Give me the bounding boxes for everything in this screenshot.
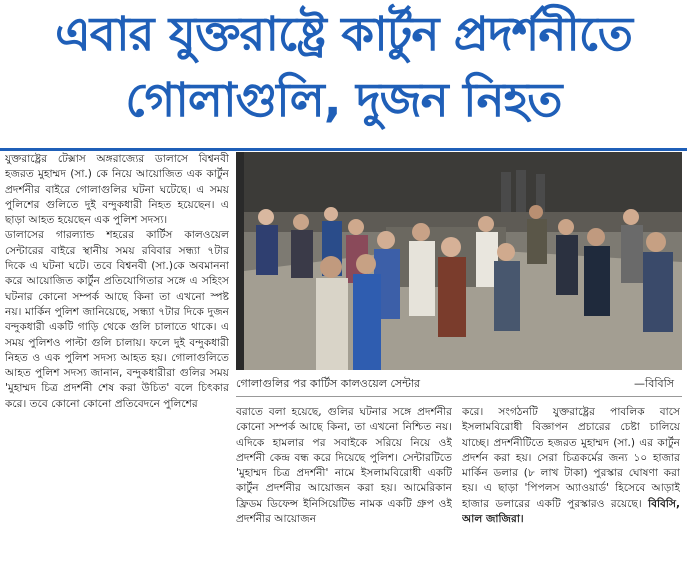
paragraph-3: বরাতে বলা হয়েছে, গুলির ঘটনার সঙ্গে প্রদর্শনীর কোনো সম্পর্ক আছে কিনা, তা এখনো নিশ্চিত নয়। এদিকে হামলার পর সবাইকে সরিয়ে নিয়ে ওই প্রদর্শনী কেন্দ্র বন্ধ করে দিয়েছে পুলিশ। সেন্টারটিতে 'মুহাম্মদ চিত্র প্রদর্শনী' নামে ইসলামবিরোধী একটি কার্টুন প্রদর্শনীর আয়োজন করা হয়। আমেরিকান ফ্রিডম ডিফেন্স ইনিসিয়েটিভ নামক একটি গ্রুপ ওই প্রদর্শনীর আয়োজন	[236, 406, 452, 526]
news-photo	[236, 152, 682, 370]
photo-credit: —বিবিসি	[634, 377, 674, 390]
photo-illustration	[236, 152, 682, 370]
paragraph-1: যুক্তরাষ্ট্রের টেক্সাস অঙ্গরাজ্যের ডালাসে বিশ্বনবী হজরত মুহাম্মদ (সা.) কে নিয়ে আয়োজিত এক কার্টুন প্রদর্শনীর বাইরে গোলাগুলির ঘটনা ঘটেছে। এ সময় পুলিশের গুলিতে দুই বন্দুকধারী নিহত হয়েছেন। এ ছাড়া আহত হয়েছেন এক পুলিশ সদস্য।	[5, 153, 229, 227]
article-column-2	[236, 405, 452, 562]
article-column-3	[462, 405, 680, 562]
paragraph-2: ডালাসের গারল্যান্ড শহরের কার্টিস কালওয়েল সেন্টারের বাইরে স্থানীয় সময় রবিবার সন্ধ্যা ৭টার দিকে এ ঘটনা ঘটে। তবে বিশ্বনবী (সা.)কে অবমাননা করে আয়োজিত কার্টুন প্রতিযোগিতার সঙ্গে এ সহিংস ঘটনার কোনো সম্পর্ক আছে কিনা তা এখনো স্পষ্ট নয়। মার্কিন পুলিশ জানিয়েছে, সন্ধ্যা ৭টার দিকে দুজন বন্দুকধারী একটি গাড়ি থেকে গুলি চালাতে থাকে। এ সময় পুলিশও পাল্টা গুলি চালায়। ফলে দুই বন্দুকধারী নিহত ও এক পুলিশ সদস্য আহত হয়। গোলাগুলিতে আহত পুলিশ সদস্য জানান, বন্দুকধারীরা গুলির সময় 'মুহাম্মদ চিত্র প্রদর্শনী শেষ করা উচিত' বলে চিৎকার করে। তবে কোনো কোনো প্রতিবেদনে পুলিশের	[5, 229, 229, 410]
photo-caption: গোলাগুলির পর কার্টিস কালওয়েল সেন্টার	[236, 377, 421, 390]
photo-caption-bar	[236, 373, 682, 395]
article-column-1	[5, 152, 229, 562]
caption-divider	[236, 396, 682, 397]
headline-line-1: এবার যুক্তরাষ্ট্রে কার্টুন প্রদর্শনীতে	[55, 7, 632, 62]
source-credit: বিবিসি, আল জাজিরা।	[462, 497, 680, 526]
paragraph-4	[462, 405, 680, 527]
headline-line-2: গোলাগুলি, দুজন নিহত	[125, 73, 562, 128]
paragraph-4-body: করে। সংগঠনটি যুক্তরাষ্ট্রের পাবলিক বাসে ইসলামবিরোধী বিজ্ঞাপন প্রচারের চেষ্টা চালিয়ে যাচ্ছে। প্রদর্শনীটিতে হজরত মুহাম্মদ (সা.) এর কার্টুন প্রদর্শন করা হয়। সেরা চিত্রকর্মের জন্য ১০ হাজার মার্কিন ডলার (৮ লাখ টাকা) পুরস্কার ঘোষণা করা হয়। এ ছাড়া 'পিপলস অ্যাওয়ার্ড' হিসেবে আড়াই হাজার ডলারের একটি পুরস্কারও রয়েছে।	[462, 406, 680, 510]
headline	[0, 2, 687, 134]
headline-divider	[0, 148, 687, 151]
